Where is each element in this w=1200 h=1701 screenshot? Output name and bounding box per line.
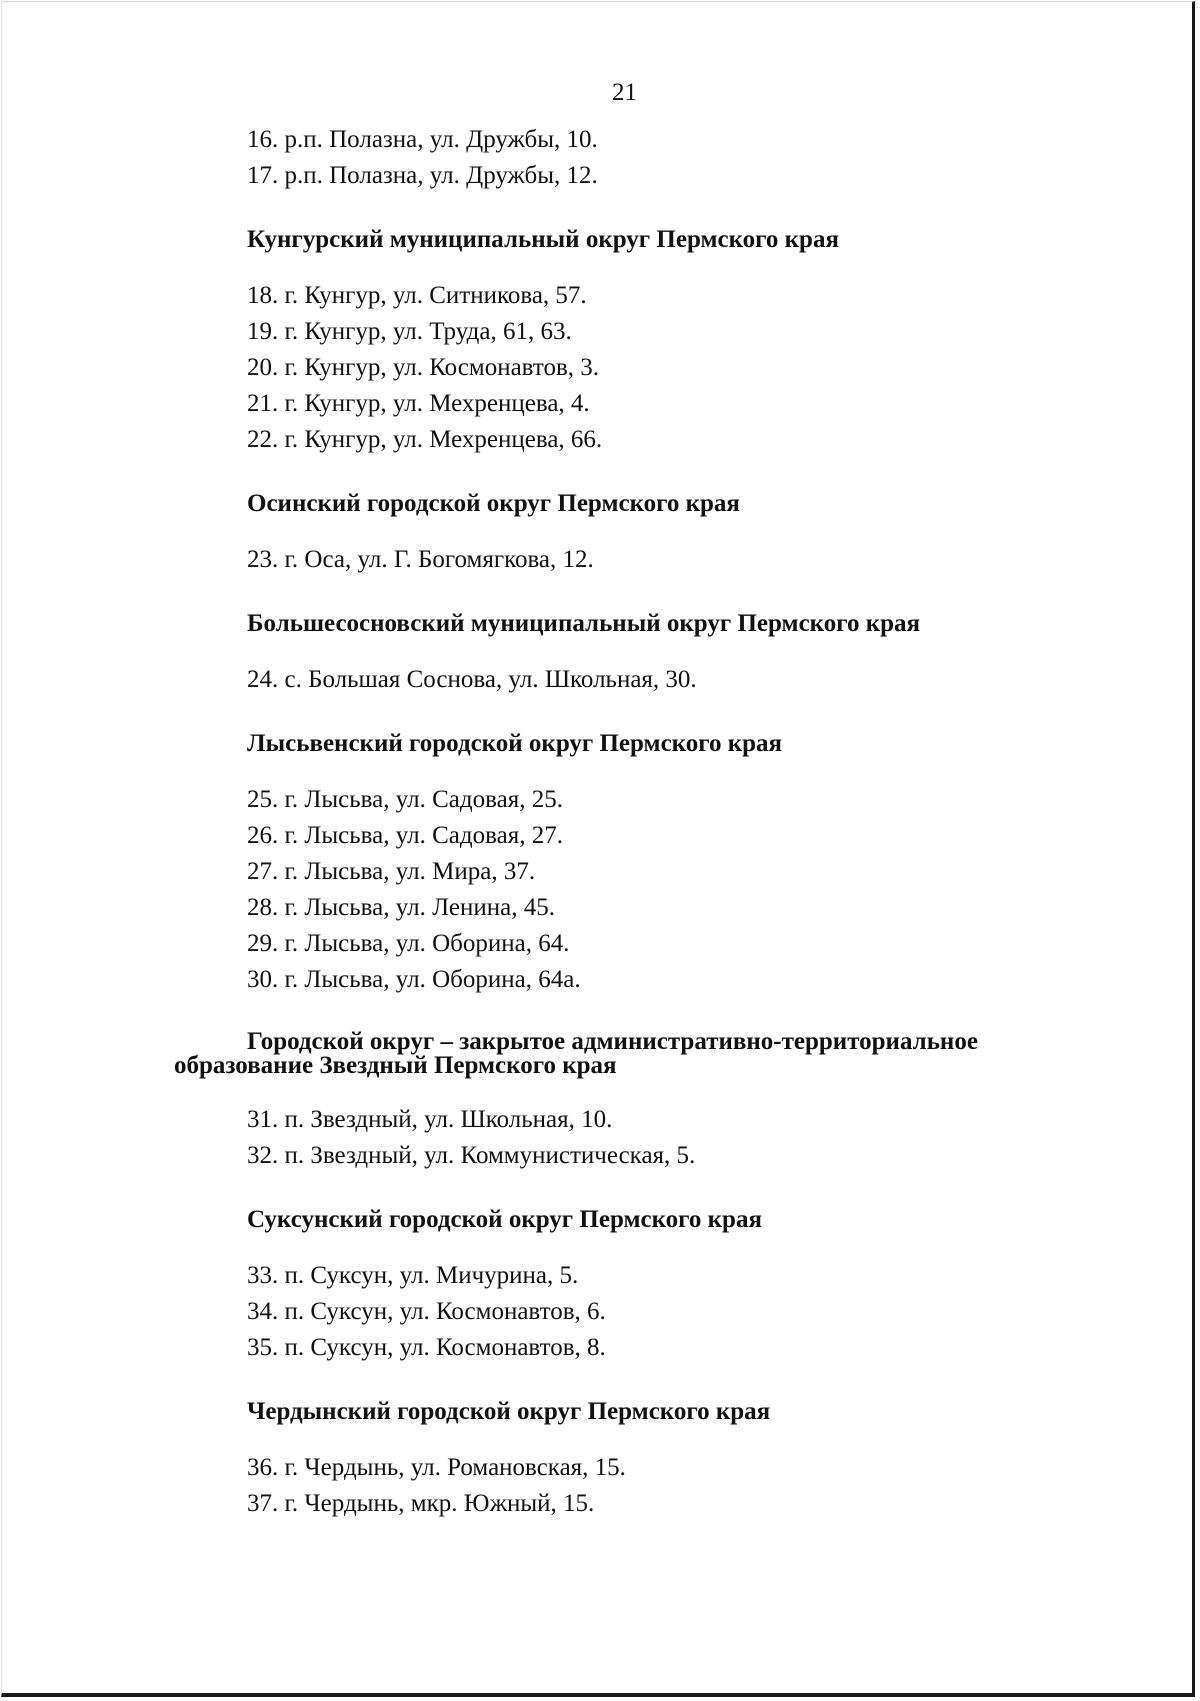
- list-item: 21. г. Кунгур, ул. Мехренцева, 4.: [247, 390, 590, 417]
- section-list: [247, 278, 1127, 458]
- list-item: 27. г. Лысьва, ул. Мира, 37.: [247, 858, 536, 885]
- section-heading: Кунгурский муниципальный округ Пермского края: [247, 226, 839, 253]
- list-item: 35. п. Суксун, ул. Космонавтов, 8.: [247, 1334, 606, 1361]
- section-heading: Лысьвенский городской округ Пермского края: [247, 730, 783, 757]
- list-item: 18. г. Кунгур, ул. Ситникова, 57.: [247, 282, 587, 309]
- list-item: 28. г. Лысьва, ул. Ленина, 45.: [247, 894, 555, 921]
- list-item: 25. г. Лысьва, ул. Садовая, 25.: [247, 786, 563, 813]
- section-heading: Большесосновский муниципальный округ Пермского края: [247, 610, 921, 637]
- list-item: 19. г. Кунгур, ул. Труда, 61, 63.: [247, 318, 572, 345]
- list-item: 31. п. Звездный, ул. Школьная, 10.: [247, 1106, 613, 1133]
- section-heading: Суксунский городской округ Пермского края: [247, 1206, 762, 1233]
- intro-list: [247, 122, 1127, 194]
- section-heading: Осинский городской округ Пермского края: [247, 490, 740, 517]
- list-item: 30. г. Лысьва, ул. Оборина, 64а.: [247, 966, 581, 993]
- list-item: 23. г. Оса, ул. Г. Богомягкова, 12.: [247, 546, 594, 573]
- section-list: [247, 1450, 1127, 1522]
- list-item: 26. г. Лысьва, ул. Садовая, 27.: [247, 822, 563, 849]
- section-list: [247, 782, 1127, 998]
- list-item: 33. п. Суксун, ул. Мичурина, 5.: [247, 1262, 579, 1289]
- list-item: 29. г. Лысьва, ул. Оборина, 64.: [247, 930, 570, 957]
- list-item: 34. п. Суксун, ул. Космонавтов, 6.: [247, 1298, 606, 1325]
- list-item: 36. г. Чердынь, ул. Романовская, 15.: [247, 1454, 626, 1481]
- list-item: 17. р.п. Полазна, ул. Дружбы, 12.: [247, 162, 598, 189]
- section-heading: Чердынский городской округ Пермского края: [247, 1398, 771, 1425]
- section-heading: Городской округ – закрытое административно-территориальное образование Звездный Пермского края: [174, 1028, 978, 1079]
- document-body: [174, 122, 1127, 1522]
- list-item: 24. с. Большая Соснова, ул. Школьная, 30.: [247, 666, 697, 693]
- section-list: [247, 662, 1127, 698]
- list-item: 32. п. Звездный, ул. Коммунистическая, 5.: [247, 1142, 696, 1169]
- section-list: [247, 1258, 1127, 1366]
- list-item: 20. г. Кунгур, ул. Космонавтов, 3.: [247, 354, 600, 381]
- section-list: [247, 542, 1127, 578]
- section-list: [247, 1102, 1127, 1174]
- list-item: 37. г. Чердынь, мкр. Южный, 15.: [247, 1490, 595, 1517]
- list-item: 22. г. Кунгур, ул. Мехренцева, 66.: [247, 426, 603, 453]
- page-number: 21: [612, 79, 637, 106]
- list-item: 16. р.п. Полазна, ул. Дружбы, 10.: [247, 126, 598, 153]
